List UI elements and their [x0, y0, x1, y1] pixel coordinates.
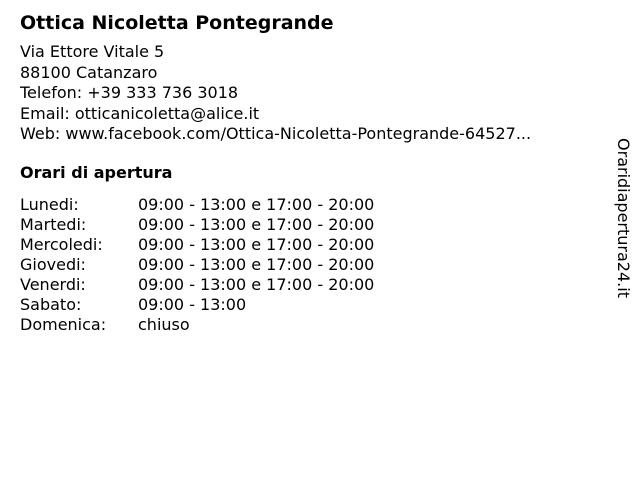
hours-row-sunday [20, 315, 600, 335]
phone-line: Telefon: +39 333 736 3018 [20, 83, 239, 102]
day-hours: 09:00 - 13:00 [138, 294, 247, 314]
hours-row-saturday [20, 295, 600, 315]
day-label: Martedi: [20, 214, 87, 234]
hours-row-thursday [20, 255, 600, 275]
hours-table [20, 195, 600, 335]
day-hours: 09:00 - 13:00 e 17:00 - 20:00 [138, 274, 375, 294]
hours-row-tuesday [20, 215, 600, 235]
day-hours: 09:00 - 13:00 e 17:00 - 20:00 [138, 254, 375, 274]
hours-row-friday [20, 275, 600, 295]
address-street: Via Ettore Vitale 5 [20, 42, 165, 61]
business-name: Ottica Nicoletta Pontegrande [20, 12, 334, 34]
site-watermark: Oraridiapertura24.it [614, 138, 633, 298]
day-label: Venerdi: [20, 274, 86, 294]
day-hours: 09:00 - 13:00 e 17:00 - 20:00 [138, 194, 375, 214]
hours-row-monday [20, 195, 600, 215]
day-hours: chiuso [138, 314, 190, 334]
address-city: 88100 Catanzaro [20, 62, 158, 82]
day-label: Domenica: [20, 314, 107, 334]
day-hours: 09:00 - 13:00 e 17:00 - 20:00 [138, 234, 375, 254]
email-line: Email: otticanicoletta@alice.it [20, 103, 260, 123]
day-label: Giovedi: [20, 254, 86, 274]
business-card [20, 10, 600, 335]
hours-heading: Orari di apertura [20, 162, 173, 182]
web-line: Web: www.facebook.com/Ottica-Nicoletta-Pontegrande-64527... [20, 124, 532, 143]
hours-row-wednesday [20, 235, 600, 255]
day-label: Sabato: [20, 294, 82, 314]
day-hours: 09:00 - 13:00 e 17:00 - 20:00 [138, 214, 375, 234]
day-label: Lunedi: [20, 194, 79, 214]
day-label: Mercoledi: [20, 234, 103, 254]
